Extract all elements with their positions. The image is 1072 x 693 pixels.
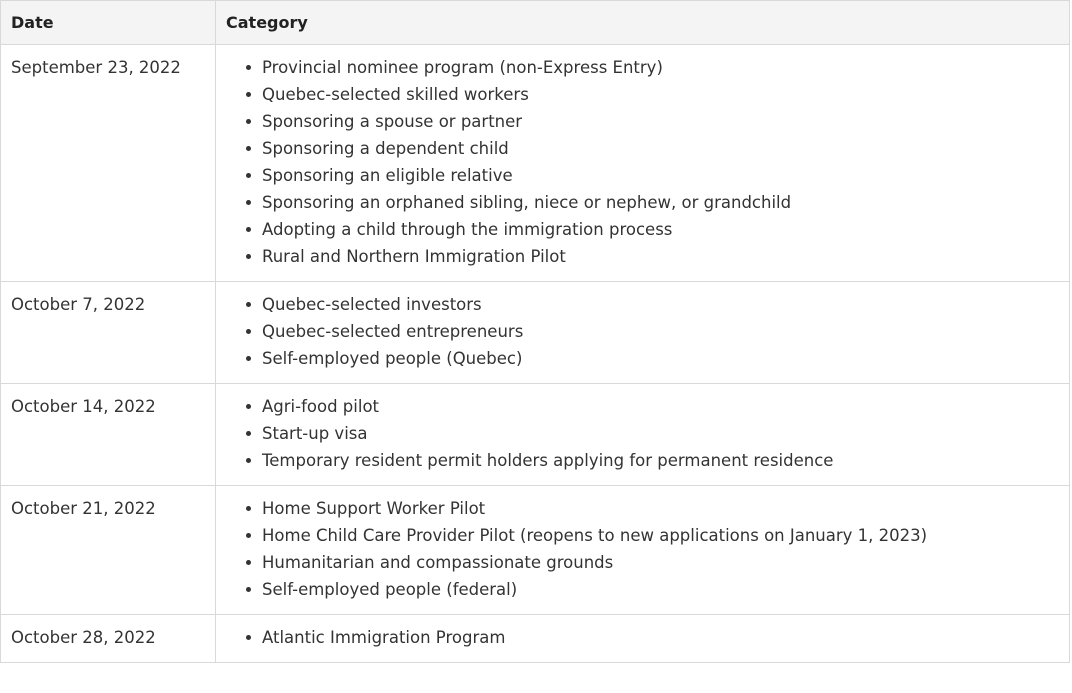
list-item: Agri-food pilot <box>262 393 1059 420</box>
date-cell: October 21, 2022 <box>1 486 216 615</box>
table-row <box>1 615 1070 663</box>
category-cell <box>216 615 1070 663</box>
list-item: Atlantic Immigration Program <box>262 624 1059 651</box>
category-list <box>226 291 1059 372</box>
category-list <box>226 54 1059 270</box>
list-item: Provincial nominee program (non-Express Entry) <box>262 54 1059 81</box>
list-item: Start-up visa <box>262 420 1059 447</box>
list-item: Self-employed people (federal) <box>262 576 1059 603</box>
category-list <box>226 495 1059 603</box>
table-row <box>1 486 1070 615</box>
list-item: Quebec-selected entrepreneurs <box>262 318 1059 345</box>
category-cell <box>216 486 1070 615</box>
category-list <box>226 393 1059 474</box>
list-item: Sponsoring an orphaned sibling, niece or nephew, or grandchild <box>262 189 1059 216</box>
table-row <box>1 282 1070 384</box>
list-item: Temporary resident permit holders applying for permanent residence <box>262 447 1059 474</box>
category-cell <box>216 384 1070 486</box>
list-item: Self-employed people (Quebec) <box>262 345 1059 372</box>
date-cell: October 7, 2022 <box>1 282 216 384</box>
list-item: Humanitarian and compassionate grounds <box>262 549 1059 576</box>
category-list <box>226 624 1059 651</box>
date-cell: October 28, 2022 <box>1 615 216 663</box>
list-item: Adopting a child through the immigration process <box>262 216 1059 243</box>
list-item: Sponsoring a dependent child <box>262 135 1059 162</box>
list-item: Sponsoring a spouse or partner <box>262 108 1059 135</box>
list-item: Home Support Worker Pilot <box>262 495 1059 522</box>
table-row <box>1 45 1070 282</box>
category-cell <box>216 45 1070 282</box>
date-column-header: Date <box>1 1 216 45</box>
list-item: Home Child Care Provider Pilot (reopens to new applications on January 1, 2023) <box>262 522 1059 549</box>
date-cell: September 23, 2022 <box>1 45 216 282</box>
list-item: Quebec-selected investors <box>262 291 1059 318</box>
category-cell <box>216 282 1070 384</box>
list-item: Quebec-selected skilled workers <box>262 81 1059 108</box>
category-column-header: Category <box>216 1 1070 45</box>
date-cell: October 14, 2022 <box>1 384 216 486</box>
table-header <box>1 1 1070 45</box>
table-row <box>1 384 1070 486</box>
list-item: Rural and Northern Immigration Pilot <box>262 243 1059 270</box>
list-item: Sponsoring an eligible relative <box>262 162 1059 189</box>
header-row <box>1 1 1070 45</box>
table-body <box>1 45 1070 663</box>
